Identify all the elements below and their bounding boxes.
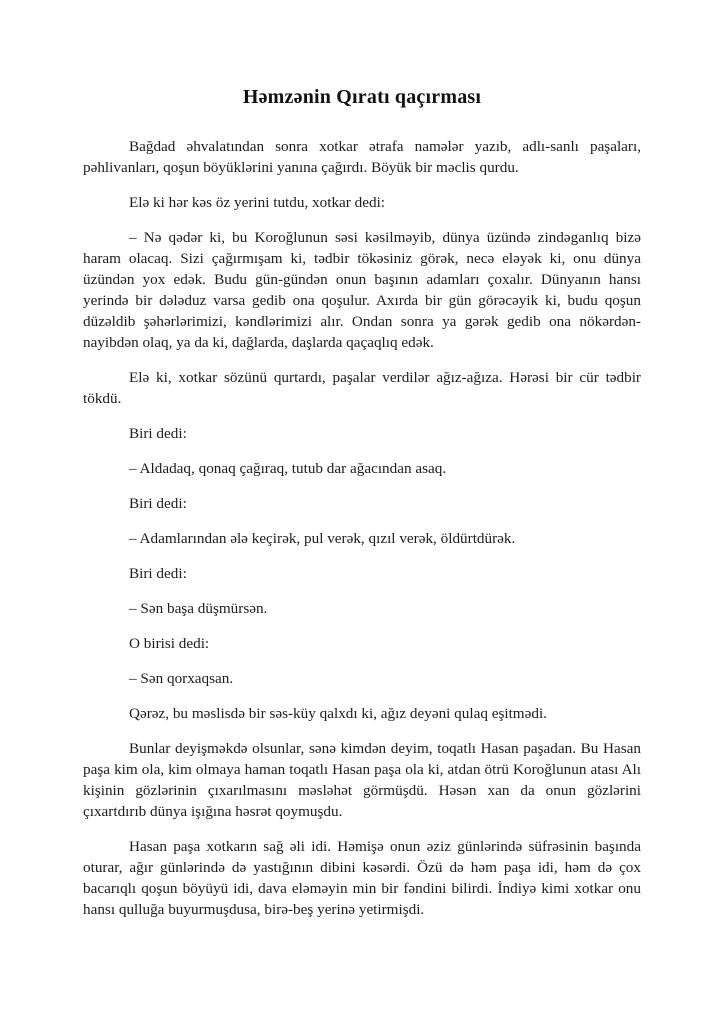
document-content xyxy=(83,86,641,934)
paragraphs xyxy=(83,136,641,920)
paragraph: Biri dedi: xyxy=(129,425,187,442)
paragraph: Bunlar deyişməkdə olsunlar, sənə kimdən deyim, toqatlı Hasan paşadan. Bu Hasan paşa kim ola, kim olmaya haman toqatlı Hasan paşa ola ki, atdan ötrü Koroğlunun atası Alı kişinin gözlərinin çıxarılmasını məsləhət görmüşdü. Həsən xan da onun gözlərini çıxartdırıb dünya işığına həsrət qoymuşdu. xyxy=(83,740,641,820)
paragraph: Biri dedi: xyxy=(129,495,187,512)
paragraph: O birisi dedi: xyxy=(129,635,210,652)
paragraph: – Aldadaq, qonaq çağıraq, tutub dar ağacından asaq. xyxy=(129,460,447,477)
paragraph: – Nə qədər ki, bu Koroğlunun səsi kəsilməyib, dünya üzündə zindəganlıq bizə haram olacaq. Sizi çağırmışam ki, tədbir tökəsiniz görək, necə eləyək ki, onu dünya üzündən yox edək. Budu gün-gündən onun başının adamları çoxalır. Dünyanın hansı yerində bir dələduz varsa gedib ona qoşulur. Axırda bir gün görəcəyik ki, budu qoşun düzəldib şəhərlərimizi, kəndlərimizi alır. Ondan sonra ya gərək gedib ona nökərdən-nayibdən olaq, ya da ki, dağlarda, daşlarda qaçaqlıq edək. xyxy=(83,229,641,351)
page-title: Həmzənin Qıratı qaçırması xyxy=(242,86,482,108)
paragraph: Bağdad əhvalatından sonra xotkar ətrafa namələr yazıb, adlı-sanlı paşaları, pəhlivanları, qoşun böyüklərini yanına çağırdı. Böyük bir məclis qurdu. xyxy=(83,138,641,176)
paragraph: – Sən başa düşmürsən. xyxy=(129,600,268,617)
paragraph: Elə ki, xotkar sözünü qurtardı, paşalar verdilər ağız-ağıza. Hərəsi bir cür tədbir tökdü. xyxy=(83,369,641,407)
paragraph: Elə ki hər kəs öz yerini tutdu, xotkar dedi: xyxy=(129,194,386,211)
paragraph: Qərəz, bu məslisdə bir səs-küy qalxdı ki, ağız deyəni qulaq eşitmədi. xyxy=(129,705,547,722)
paragraph: Biri dedi: xyxy=(129,565,187,582)
paragraph: – Adamlarından ələ keçirək, pul verək, qızıl verək, öldürtdürək. xyxy=(129,530,516,547)
paragraph: – Sən qorxaqsan. xyxy=(129,670,234,687)
paragraph: Hasan paşa xotkarın sağ əli idi. Həmişə onun əziz günlərində süfrəsinin başında oturar, ağır günlərində də yastığının dibini kəsərdi. Özü də həm paşa idi, həm də çox bacarıqlı qoşun böyüyü idi, dava eləməyin min bir fəndini bilirdi. İndiyə kimi xotkar onu hansı qulluğa buyurmuşdusa, birə-beş yerinə yetirmişdi. xyxy=(83,838,641,918)
